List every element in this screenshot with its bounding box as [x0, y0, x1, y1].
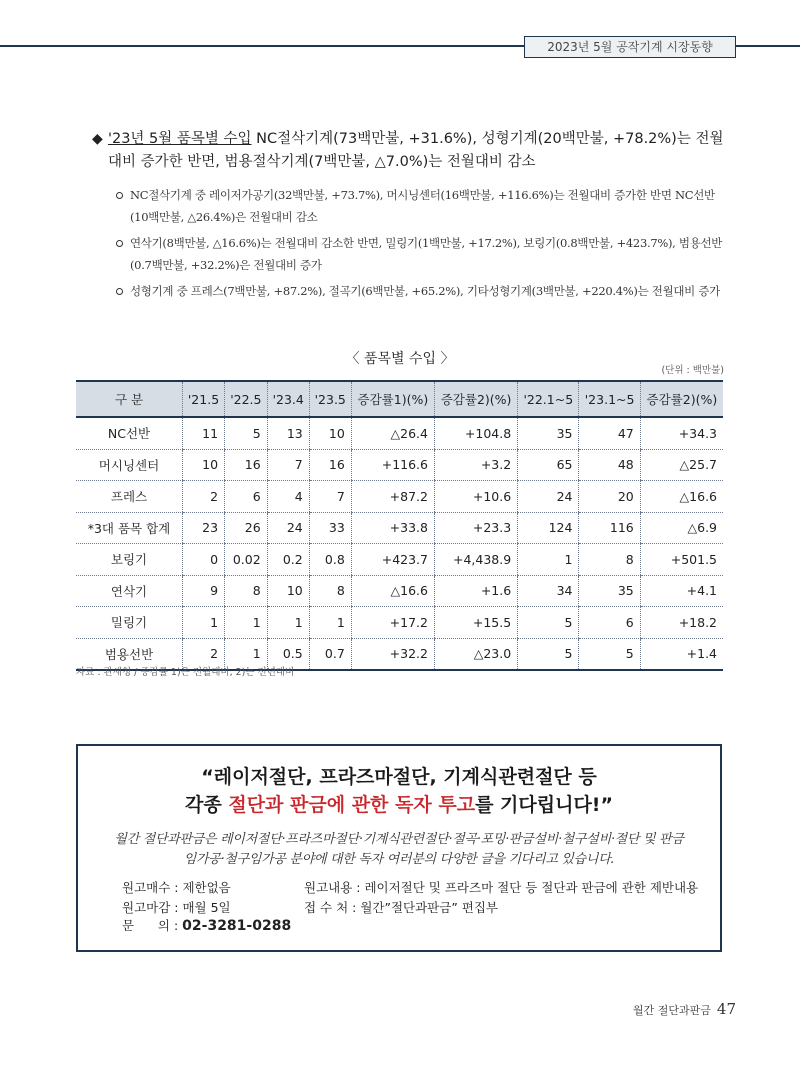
table-cell: 16 [309, 449, 351, 481]
row-label: *3대 품목 합계 [76, 512, 183, 544]
headline-rest: NC절삭기계(73백만불, +31.6%), 성형기계(20백만불, +78.2%)는 전월대비 증가한 반면, 범용절삭기계(7백만불, △7.0%)는 전월대비 감소 [108, 131, 724, 170]
circle-bullet-icon [116, 288, 123, 295]
circle-bullet-icon [116, 192, 123, 199]
bullet-text: NC절삭기계 중 레이저가공기(32백만불, +73.7%), 머시닝센터(16백만불, +116.6%)는 전월대비 증가한 반면 NC선반(10백만불, △26.4%)은 전월대비 감소 [130, 188, 715, 224]
table-cell: 5 [225, 417, 268, 449]
row-label: 연삭기 [76, 575, 183, 607]
table-body [76, 417, 723, 670]
running-title: 2023년 5월 공작기계 시장동향 [524, 36, 736, 58]
page-number: 47 [716, 1000, 736, 1018]
bullet-item [116, 280, 732, 302]
table-cell: +1.6 [434, 575, 517, 607]
table-row [76, 544, 723, 576]
table-cell: 20 [579, 481, 640, 513]
section-headline [92, 128, 732, 174]
row-label: 머시닝센터 [76, 449, 183, 481]
table-cell: 1 [518, 544, 579, 576]
table-cell: 116 [579, 512, 640, 544]
bullet-item [116, 184, 732, 228]
notice-headline-pre: 각종 [185, 794, 229, 816]
table-cell: 124 [518, 512, 579, 544]
table-cell: △23.0 [434, 638, 517, 670]
table-cell: 34 [518, 575, 579, 607]
table-cell: 2 [183, 638, 225, 670]
table-cell: 0.2 [267, 544, 309, 576]
table-cell: +104.8 [434, 417, 517, 449]
notice-headline-2 [78, 790, 720, 817]
table-cell: 4 [267, 481, 309, 513]
table-cell: 0.7 [309, 638, 351, 670]
table-cell: 10 [183, 449, 225, 481]
col-header: '23.4 [267, 381, 309, 417]
table-cell: 8 [225, 575, 268, 607]
table-row [76, 607, 723, 639]
table-cell: +3.2 [434, 449, 517, 481]
col-header: 구 분 [76, 381, 183, 417]
table-row [76, 481, 723, 513]
col-header: '21.5 [183, 381, 225, 417]
table-cell: 23 [183, 512, 225, 544]
table-cell: 26 [225, 512, 268, 544]
notice-deadline: 원고마감 : 매월 5일 [122, 900, 231, 915]
table-cell: 7 [309, 481, 351, 513]
bullet-item [116, 232, 732, 276]
table-cell: 5 [579, 638, 640, 670]
table-row [76, 449, 723, 481]
table-cell: △25.7 [640, 449, 723, 481]
notice-headline-highlight: 절단과 판금에 관한 독자 투고 [228, 794, 476, 816]
col-header: '22.5 [225, 381, 268, 417]
table-cell: 1 [183, 607, 225, 639]
table-cell: △26.4 [351, 417, 434, 449]
table-cell: +87.2 [351, 481, 434, 513]
table-cell: 1 [267, 607, 309, 639]
table-cell: 7 [267, 449, 309, 481]
table-row [76, 417, 723, 449]
table-cell: 0 [183, 544, 225, 576]
table-cell: 8 [309, 575, 351, 607]
col-header: '23.1~5 [579, 381, 640, 417]
bullet-list [116, 184, 732, 306]
table-cell: +10.6 [434, 481, 517, 513]
table-cell: +4,438.9 [434, 544, 517, 576]
bullet-text: 연삭기(8백만불, △16.6%)는 전월대비 감소한 반면, 밀링기(1백만불, +17.2%), 보링기(0.8백만불, +423.7%), 범용선반(0.7백만불, +32.2%)은 전월대비 증가 [130, 236, 723, 272]
table-cell: +116.6 [351, 449, 434, 481]
table-cell: 35 [579, 575, 640, 607]
table-cell: +4.1 [640, 575, 723, 607]
circle-bullet-icon [116, 240, 123, 247]
notice-contact [122, 916, 291, 934]
table-cell: +23.3 [434, 512, 517, 544]
col-header: '23.5 [309, 381, 351, 417]
table-cell: +33.8 [351, 512, 434, 544]
row-label: 범용선반 [76, 638, 183, 670]
table-cell: 33 [309, 512, 351, 544]
table-row [76, 575, 723, 607]
notice-headline-1: “레이저절단, 프라즈마절단, 기계식관련절단 등 [201, 766, 597, 788]
col-header: 증감률1)(%) [351, 381, 434, 417]
bullet-text: 성형기계 중 프레스(7백만불, +87.2%), 절곡기(6백만불, +65.2%), 기타성형기계(3백만불, +220.4%)는 전월대비 증가 [130, 284, 720, 298]
table-cell: +34.3 [640, 417, 723, 449]
magazine-name: 월간 절단과판금 [633, 1004, 711, 1017]
table-cell: +501.5 [640, 544, 723, 576]
contact-label: 문 의 : [122, 918, 183, 933]
table-title: 〈 품목별 수입 〉 [345, 351, 455, 367]
contribution-notice [76, 744, 722, 952]
table-cell: 9 [183, 575, 225, 607]
page-footer [633, 1000, 736, 1018]
row-label: 프레스 [76, 481, 183, 513]
notice-pages: 원고매수 : 제한없음 [122, 880, 231, 895]
table-cell: 1 [309, 607, 351, 639]
table-cell: 6 [225, 481, 268, 513]
table-cell: 5 [518, 638, 579, 670]
col-header: '22.1~5 [518, 381, 579, 417]
notice-headline-post: 를 기다립니다!” [475, 794, 613, 816]
table-cell: 13 [267, 417, 309, 449]
contact-phone[interactable]: 02-3281-0288 [182, 918, 292, 934]
table-cell: +1.4 [640, 638, 723, 670]
table-cell: 16 [225, 449, 268, 481]
table-source: 자료 : 관세청 / 증감률 1)은 전월대비, 2)는 전년대비 [76, 667, 295, 678]
table-cell: 6 [579, 607, 640, 639]
table-cell: △6.9 [640, 512, 723, 544]
table-cell: 35 [518, 417, 579, 449]
table-cell: 1 [225, 607, 268, 639]
table-cell: +18.2 [640, 607, 723, 639]
row-label: 밀링기 [76, 607, 183, 639]
table-cell: 0.02 [225, 544, 268, 576]
table-cell: 0.5 [267, 638, 309, 670]
table-cell: 47 [579, 417, 640, 449]
table-cell: +32.2 [351, 638, 434, 670]
headline-text [92, 128, 732, 174]
table-header-row [76, 381, 723, 417]
table-cell: 24 [518, 481, 579, 513]
table-unit: (단위 : 백만불) [661, 365, 724, 376]
table-cell: 2 [183, 481, 225, 513]
table-cell: 1 [225, 638, 268, 670]
table-cell: △16.6 [351, 575, 434, 607]
table-cell: 24 [267, 512, 309, 544]
import-table [76, 380, 723, 671]
table-cell: 0.8 [309, 544, 351, 576]
table-cell: 5 [518, 607, 579, 639]
table-cell: 8 [579, 544, 640, 576]
table-cell: 48 [579, 449, 640, 481]
notice-receiver: 접 수 처 : 월간”절단과판금” 편집부 [304, 900, 499, 915]
row-label: NC선반 [76, 417, 183, 449]
notice-paragraph-2: 임가공·철구임가공 분야에 대한 독자 여러분의 다양한 글을 기다리고 있습니다. [183, 852, 615, 867]
table-cell: 10 [267, 575, 309, 607]
table-cell: 10 [309, 417, 351, 449]
table-cell: +15.5 [434, 607, 517, 639]
headline-underlined: '23년 5월 품목별 수입 [108, 131, 252, 147]
table-cell: 11 [183, 417, 225, 449]
table-cell: +423.7 [351, 544, 434, 576]
col-header: 증감률2)(%) [640, 381, 723, 417]
table-cell: 65 [518, 449, 579, 481]
notice-paragraph-1: 월간 절단과판금은 레이저절단·프라즈마절단·기계식관련절단·절곡·포밍·판금설비·철구설비·절단 및 판금 [114, 832, 684, 847]
table-row [76, 512, 723, 544]
notice-content: 원고내용 : 레이저절단 및 프라즈마 절단 등 절단과 판금에 관한 제반내용 [304, 880, 699, 895]
row-label: 보링기 [76, 544, 183, 576]
table-cell: △16.6 [640, 481, 723, 513]
col-header: 증감률2)(%) [434, 381, 517, 417]
diamond-bullet-icon: ◆ [92, 131, 103, 147]
table-cell: +17.2 [351, 607, 434, 639]
